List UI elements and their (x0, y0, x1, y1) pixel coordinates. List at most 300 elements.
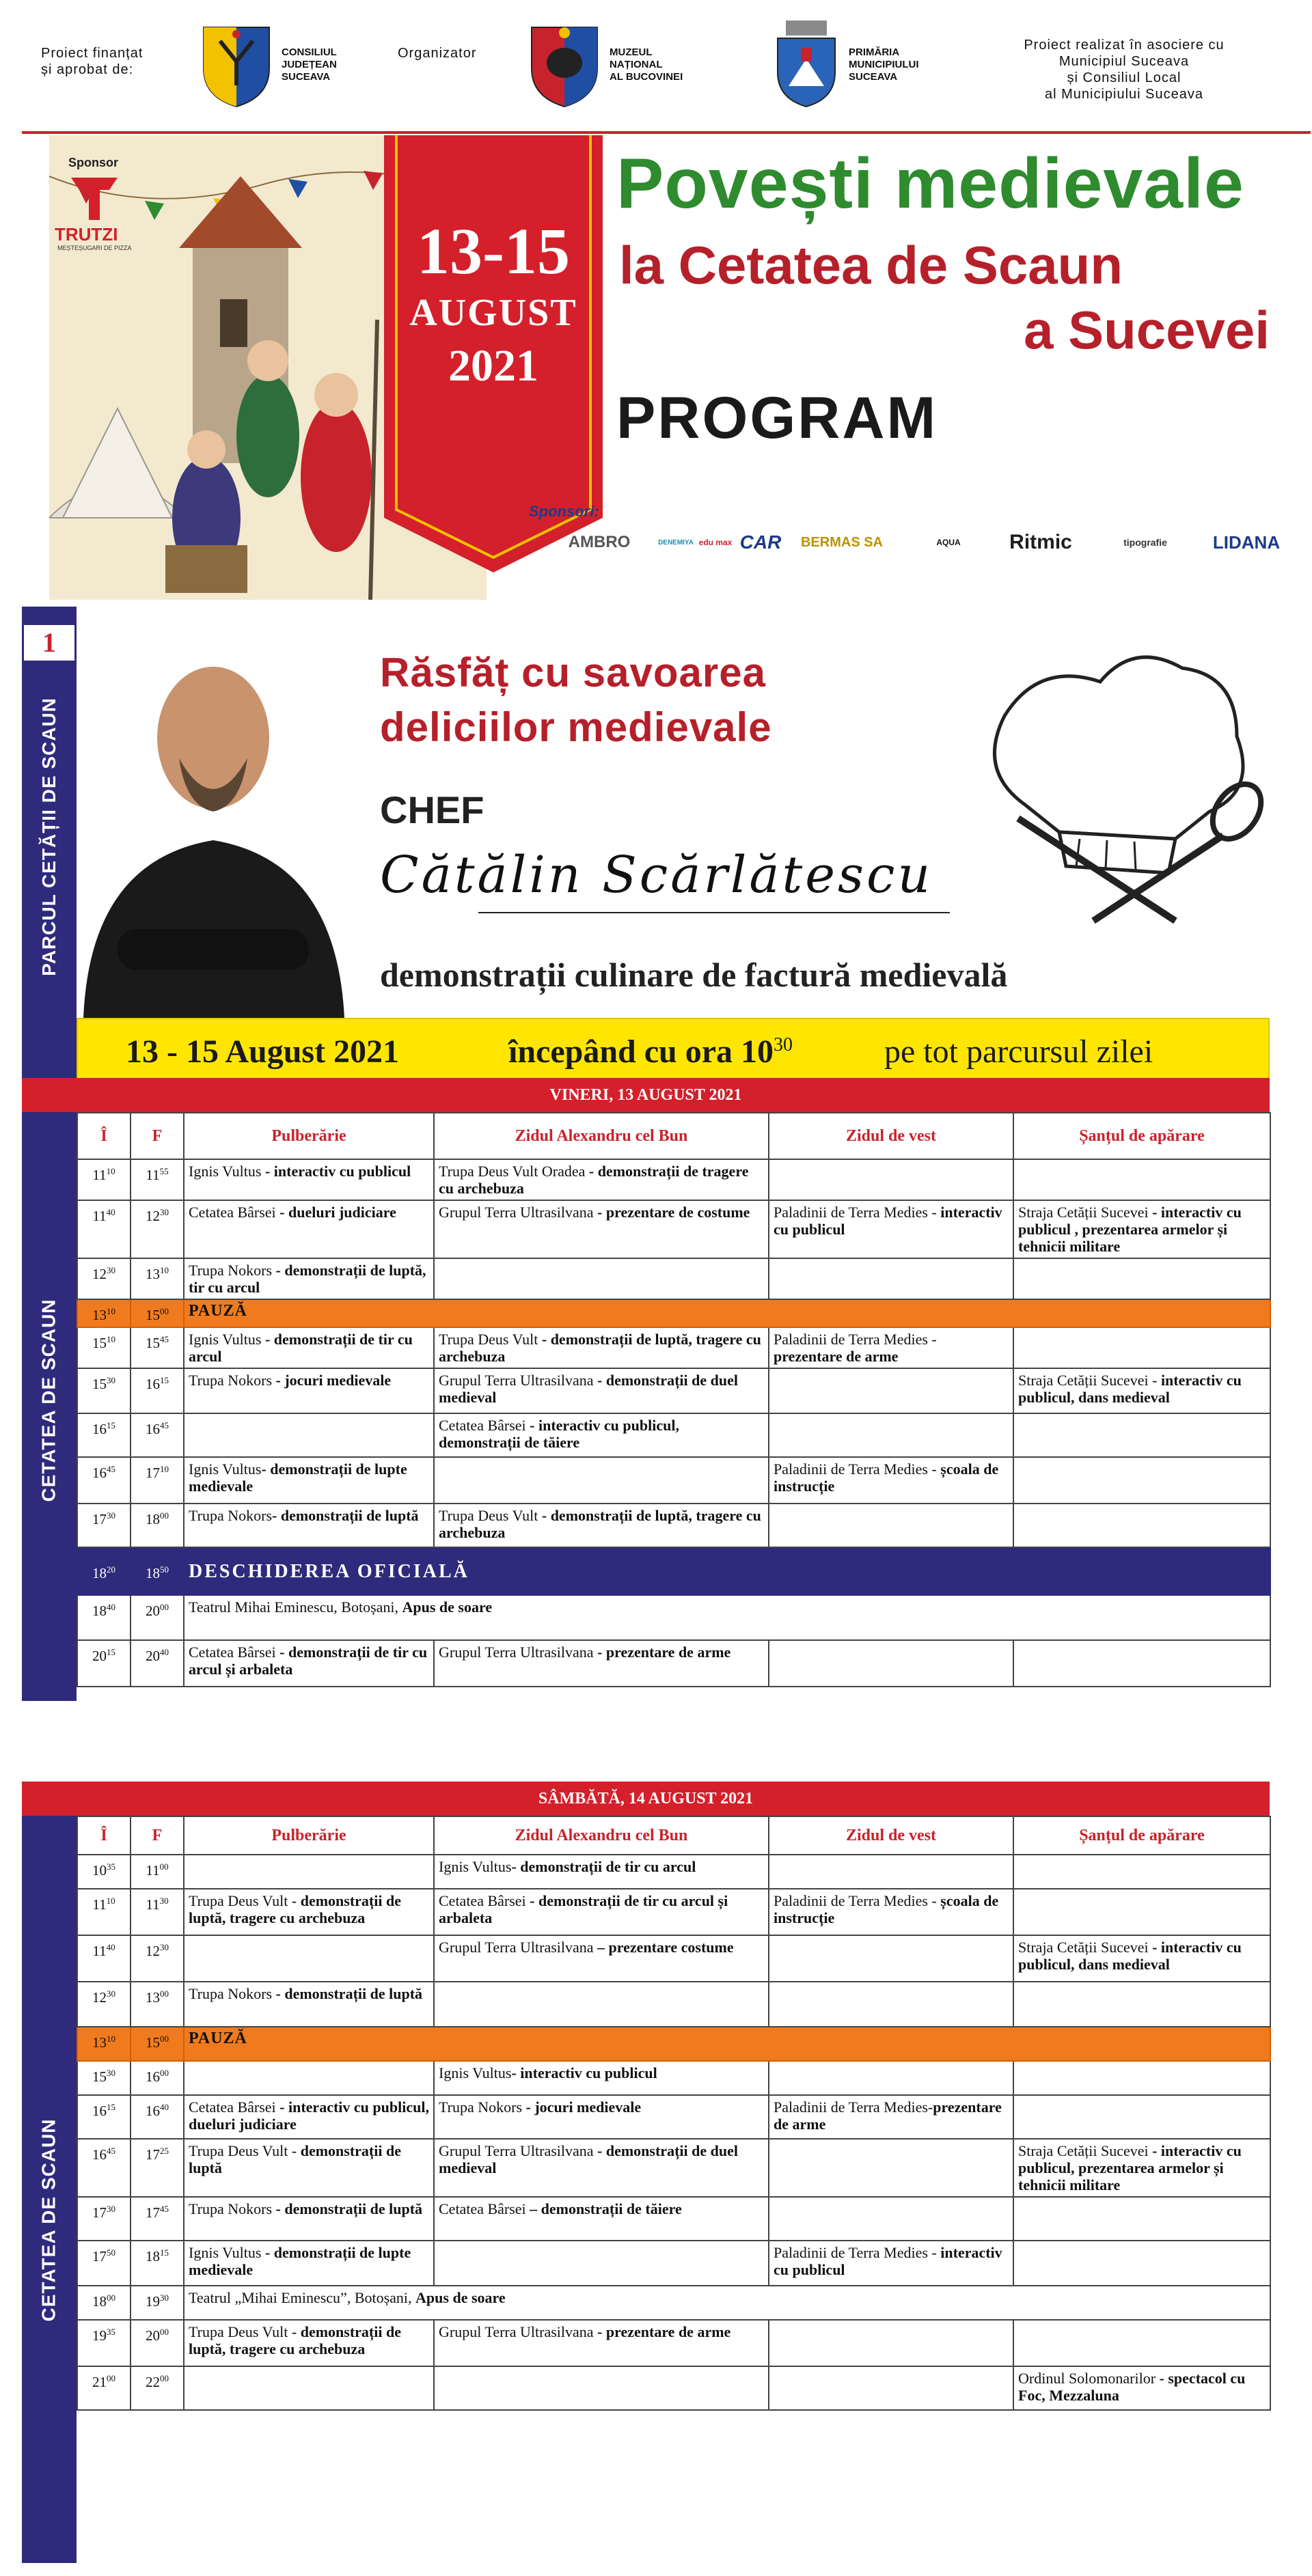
signature-line (478, 912, 950, 913)
chef-hat-icon (950, 634, 1278, 934)
cell-text: - interactiv cu publicul , prezentarea armelor și tehnicii militare (1018, 1204, 1242, 1255)
col-santul: Șanțul de apărare (1013, 1816, 1270, 1855)
cell-santul (1013, 1200, 1270, 1258)
cell-pulberarie (184, 1640, 434, 1687)
city-hall-crest-icon (774, 18, 839, 109)
cell-santul (1013, 1258, 1270, 1299)
cell-text: Trupa Deus Vult - (189, 2142, 301, 2159)
schedule-row (77, 1368, 1270, 1413)
end-time: $15^{00}$ (131, 2027, 184, 2061)
end-time: $20^{00}$ (131, 2320, 184, 2366)
sponsor-logo-denemiya: DENEMIYA (658, 538, 694, 546)
cell-pulberarie (184, 1935, 434, 1982)
cell-text: Ignis Vultus (189, 1163, 262, 1180)
cell-zidul-vest (769, 1504, 1013, 1547)
cell-text: - interactiv cu publicul, demonstrații de tăiere (439, 1417, 679, 1451)
cell-text: Straja Cetății Sucevei (1018, 1204, 1149, 1221)
cell-text: Cetatea Bârsei (189, 1204, 276, 1221)
cell-text: Grupul Terra Ultrasilvana (439, 2142, 594, 2159)
festival-month: AUGUST (409, 292, 577, 334)
cell-zidul-alexandru (434, 1368, 769, 1413)
cell-santul (1013, 1504, 1270, 1547)
cell-santul (1013, 2366, 1270, 2410)
cell-zidul-vest (769, 2320, 1013, 2366)
schedule-row (77, 2095, 1270, 2139)
cell-text: - demonstrații de luptă (272, 1985, 423, 2002)
cell-zidul-alexandru (434, 1982, 769, 2027)
cell-pulberarie (184, 1327, 434, 1368)
cell-text: Teatrul Mihai Eminescu, Botoșani, (189, 1598, 402, 1616)
cell-text: - demonstrații de duel medieval (439, 1372, 738, 1406)
cell-zidul-alexandru (434, 2241, 769, 2286)
schedule-row (77, 2286, 1270, 2320)
cell-text: Paladinii de Terra Medies - (774, 2244, 941, 2261)
cell-text: Grupul Terra Ultrasilvana (439, 1644, 594, 1661)
cell-text: Trupa Nokors (189, 1507, 273, 1524)
cell-text: Grupul Terra Ultrasilvana (439, 1204, 594, 1221)
schedule-row (77, 1327, 1270, 1368)
band-dates: 13 - 15 August 2021 (126, 1034, 400, 1070)
end-time: $18^{15}$ (131, 2241, 184, 2286)
cell-text: Straja Cetății Sucevei (1018, 2142, 1149, 2159)
header (0, 0, 1312, 130)
cell-text: - dueluri judiciare (275, 1204, 396, 1221)
cell-text: Cetatea Bârsei (189, 1644, 276, 1661)
cell-text: Ignis Vultus (439, 1858, 512, 1875)
start-time: $12^{30}$ (77, 1982, 131, 2027)
sponsor-logo-car: CAR (739, 531, 782, 553)
cell-zidul-alexandru (434, 2095, 769, 2139)
band-all-day: pe tot parcursul zilei (884, 1034, 1153, 1070)
cell-zidul-vest (769, 1200, 1013, 1258)
cell-zidul-vest (769, 1258, 1013, 1299)
cell-text: Trupa Deus Vult - (189, 1892, 301, 1909)
cell-text: - demonstrații de tragere cu archebuza (439, 1163, 749, 1197)
end-time: $16^{00}$ (131, 2061, 184, 2095)
col-end: F (131, 1816, 184, 1855)
end-time: $11^{00}$ (131, 1855, 184, 1889)
sponsor-logo-aqua: AQUA (936, 538, 961, 547)
schedule-row (77, 1504, 1270, 1547)
festival-title-line1: Povești medievale (616, 144, 1244, 223)
cell-text: - demonstrații de luptă (272, 1507, 419, 1524)
cell-text: prezentare de arme (774, 1348, 899, 1365)
end-time: $17^{10}$ (131, 1457, 184, 1504)
cell-zidul-alexandru (434, 1327, 769, 1368)
cell-text: - demonstrații de tir cu arcul (511, 1858, 696, 1875)
col-zidul-alexandru: Zidul Alexandru cel Bun (434, 1113, 769, 1159)
cell-zidul-vest (769, 1889, 1013, 1935)
end-time: $12^{30}$ (131, 1935, 184, 1982)
cell-text: - demonstrații de luptă, tir cu arcul (189, 1262, 426, 1296)
header-divider (22, 131, 1311, 134)
section-number: 1 (22, 623, 77, 663)
cell-text: Grupul Terra Ultrasilvana (439, 1372, 594, 1389)
cell-santul (1013, 1855, 1270, 1889)
cell-pulberarie (184, 2197, 434, 2241)
cell-text: - jocuri medievale (522, 2099, 642, 2116)
cell-text: demonstrații de luptă, tragere cu archebuza (189, 1892, 401, 1926)
cell-text: interactiv cu publicul (774, 1204, 1002, 1238)
start-time: $15^{30}$ (77, 2061, 131, 2095)
cell-zidul-alexandru (434, 1640, 769, 1687)
end-time: $17^{25}$ (131, 2139, 184, 2197)
cell-text: Paladinii de Terra Medies - (774, 1204, 941, 1221)
col-pulberarie: Pulberărie (184, 1113, 434, 1159)
cell-santul (1013, 1982, 1270, 2027)
cell-text: Trupa Deus Vult (439, 1507, 538, 1524)
end-time: $11^{55}$ (131, 1159, 184, 1200)
cell-text: - demonstrații de lupte medievale (189, 2244, 411, 2278)
park-label: PARCUL CETĂȚII DE SCAUN (38, 697, 60, 976)
end-time: $18^{00}$ (131, 1504, 184, 1547)
cell-pulberarie (184, 1504, 434, 1547)
wide-event-cell (184, 2286, 1270, 2320)
sponsor-logo-ambro: AMBRO (568, 533, 631, 551)
start-time: $17^{30}$ (77, 1504, 131, 1547)
start-time: $18^{20}$ (77, 1547, 131, 1595)
cell-zidul-alexandru (434, 1413, 769, 1457)
cell-text: - spectacol cu Foc, Mezzaluna (1018, 2370, 1246, 2404)
cell-santul (1013, 1413, 1270, 1457)
start-time: $11^{40}$ (77, 1200, 131, 1258)
end-time: $20^{40}$ (131, 1640, 184, 1687)
cell-zidul-vest (769, 1855, 1013, 1889)
cell-pulberarie (184, 1982, 434, 2027)
sponsor-tagline: MEȘTEȘUGARI DE PIZZA (57, 245, 132, 251)
cell-santul (1013, 1327, 1270, 1368)
schedule-row (77, 1855, 1270, 1889)
start-time: $15^{10}$ (77, 1327, 131, 1368)
end-time: $15^{00}$ (131, 1299, 184, 1327)
start-time: $12^{30}$ (77, 1258, 131, 1299)
pause-row (77, 1299, 1270, 1327)
schedule-row (77, 2061, 1270, 2095)
cell-text: Ordinul Solomonarilor (1018, 2370, 1156, 2387)
cell-pulberarie (184, 1200, 434, 1258)
cell-zidul-vest (769, 1413, 1013, 1457)
funding-text: Proiect finanțat și aprobat de: (41, 46, 144, 77)
city-hall-name: PRIMĂRIA MUNICIPIULUI SUCEAVA (849, 46, 919, 83)
start-time: $11^{10}$ (77, 1889, 131, 1935)
col-zidul-vest: Zidul de vest (769, 1113, 1013, 1159)
sponsor-logo-tipografie: tipografie (1123, 537, 1167, 548)
col-pulberarie: Pulberărie (184, 1816, 434, 1855)
cell-text: Trupa Nokors (189, 1985, 273, 2002)
sponsor-logo-bermas: BERMAS SA (800, 534, 883, 550)
cell-text: Grupul Terra Ultrasilvana (439, 2323, 594, 2340)
cell-pulberarie (184, 1457, 434, 1504)
museum-crest-icon (528, 20, 601, 109)
sponsor-name: TRUTZI (55, 224, 118, 245)
cell-text: prezentare de arme (774, 2099, 1002, 2133)
schedule-row (77, 1413, 1270, 1457)
cell-zidul-vest (769, 1935, 1013, 1982)
cell-text: Cetatea Bârsei (439, 2200, 530, 2217)
cell-text: demonstrații de luptă (189, 2142, 401, 2176)
schedule-row (77, 1640, 1270, 1687)
cell-text: Ignis Vultus (439, 2064, 512, 2081)
festival-banner (22, 135, 1311, 607)
band-start: începând cu ora $10^{30}$ (508, 1034, 793, 1070)
start-time: $17^{50}$ (77, 2241, 131, 2286)
cell-zidul-vest (769, 2197, 1013, 2241)
cell-text: Ignis Vultus (189, 2244, 262, 2261)
end-time: $16^{15}$ (131, 1368, 184, 1413)
sponsors-label: Sponsori: (529, 503, 599, 520)
col-zidul-vest: Zidul de vest (769, 1816, 1013, 1855)
cell-zidul-vest (769, 1327, 1013, 1368)
chef-title-line1: Răsfăț cu savoarea (380, 650, 766, 695)
start-time: $10^{35}$ (77, 1855, 131, 1889)
cell-text: - interactiv cu publicul, prezentarea armelor și tehnicii militare (1018, 2142, 1242, 2193)
cell-zidul-alexandru (434, 1258, 769, 1299)
cell-text: Trupa Nokors (189, 1262, 273, 1279)
cell-zidul-vest (769, 1159, 1013, 1200)
end-time: $15^{45}$ (131, 1327, 184, 1368)
cell-zidul-alexandru (434, 1855, 769, 1889)
cell-text: Trupa Deus Vult Oradea (439, 1163, 586, 1180)
cell-text: Trupa Nokors (439, 2099, 523, 2116)
cell-santul (1013, 2061, 1270, 2095)
cell-santul (1013, 1457, 1270, 1504)
cell-text: - demonstrații de luptă, tragere cu archebuza (439, 1331, 761, 1365)
cell-zidul-alexandru (434, 1889, 769, 1935)
schedule-row (77, 1889, 1270, 1935)
county-council-crest-icon (200, 20, 273, 109)
cell-text: interactiv cu publicul, dans medieval (1018, 1372, 1242, 1406)
cell-santul (1013, 2139, 1270, 2197)
schedule-band (77, 1018, 1270, 1079)
sponsor-logo-lidana: LIDANA (1212, 531, 1281, 553)
col-start: Î (77, 1816, 131, 1855)
cell-text: demonstrații de luptă, tragere cu archebuza (189, 2323, 401, 2357)
schedule-row (77, 1935, 1270, 1982)
end-time: $22^{00}$ (131, 2366, 184, 2410)
cell-text: școala de instrucție (774, 1892, 999, 1926)
cell-text: - interactiv cu publicul (511, 2064, 657, 2081)
day1-header: VINERI, 13 AUGUST 2021 (22, 1078, 1270, 1112)
day2-schedule-table (77, 1816, 1271, 2411)
col-santul: Șanțul de apărare (1013, 1113, 1270, 1159)
cell-pulberarie (184, 2139, 434, 2197)
county-council-name: CONSILIUL JUDEȚEAN SUCEAVA (282, 46, 337, 83)
chef-photo (77, 635, 350, 1018)
day2-header: SÂMBĂTĂ, 14 AUGUST 2021 (22, 1782, 1270, 1816)
cell-text: - demonstrații de duel medieval (439, 2142, 738, 2176)
cell-zidul-vest (769, 2241, 1013, 2286)
start-time: $16^{45}$ (77, 2139, 131, 2197)
cell-text: - demonstrații de luptă (272, 2200, 423, 2217)
cell-text: Trupa Deus Vult (439, 1331, 538, 1348)
chef-subtitle: demonstrații culinare de factură medievală (380, 956, 1008, 994)
cell-text: - demonstrații de lupte medievale (189, 1460, 407, 1495)
sponsor-logo-edumax: edu max (698, 538, 733, 547)
cell-text: Straja Cetății Sucevei - (1018, 1372, 1158, 1389)
cell-text: școala de instrucție (774, 1460, 999, 1495)
cell-text: Ignis Vultus (189, 1331, 262, 1348)
start-time: $13^{10}$ (77, 1299, 131, 1327)
association-text: Proiect realizat în asociere cu Municipiul Suceava și Consiliul Local al Municipiului Suceava (1024, 38, 1225, 102)
cell-text: - prezentare de arme (593, 1644, 731, 1661)
start-time: $16^{45}$ (77, 1457, 131, 1504)
cell-pulberarie (184, 1368, 434, 1413)
festival-year: 2021 (448, 341, 538, 391)
cell-zidul-alexandru (434, 1504, 769, 1547)
cell-zidul-alexandru (434, 2061, 769, 2095)
cell-text: - prezentare de arme (593, 2323, 731, 2340)
cell-santul (1013, 1889, 1270, 1935)
end-time: $13^{00}$ (131, 1982, 184, 2027)
cell-pulberarie (184, 2241, 434, 2286)
end-time: $13^{10}$ (131, 1258, 184, 1299)
cell-zidul-vest (769, 2366, 1013, 2410)
pause-label: PAUZĂ (184, 1299, 1270, 1327)
cell-pulberarie (184, 2320, 434, 2366)
start-time: $19^{35}$ (77, 2320, 131, 2366)
wide-event-cell (184, 1595, 1270, 1640)
cell-zidul-vest (769, 1982, 1013, 2027)
fortress-label-day2: CETATEA DE SCAUN (38, 2118, 60, 2322)
organizer-label: Organizator (398, 46, 477, 61)
cell-pulberarie (184, 1855, 434, 1889)
start-time: $11^{10}$ (77, 1159, 131, 1200)
col-start: Î (77, 1113, 131, 1159)
end-time: $16^{45}$ (131, 1413, 184, 1457)
cell-zidul-alexandru (434, 2139, 769, 2197)
cell-text: Apus de soare (402, 1598, 493, 1616)
official-opening-label: DESCHIDEREA OFICIALĂ (184, 1547, 1270, 1595)
cell-text: Cetatea Bârsei (189, 2099, 276, 2116)
end-time: $20^{00}$ (131, 1595, 184, 1640)
end-time: $19^{30}$ (131, 2286, 184, 2320)
festival-dates: 13-15 (417, 214, 570, 288)
cell-text: - demonstrații de tir cu arcul (189, 1331, 413, 1365)
schedule-row (77, 2139, 1270, 2197)
cell-text: Straja Cetății Sucevei (1018, 1939, 1149, 1956)
start-time: $17^{30}$ (77, 2197, 131, 2241)
cell-text: Paladinii de Terra Medies - (774, 1331, 937, 1348)
schedule-row (77, 2241, 1270, 2286)
schedule-row (77, 1200, 1270, 1258)
cell-text: - interactiv cu publicul (261, 1163, 411, 1180)
cell-zidul-vest (769, 2139, 1013, 2197)
cell-santul (1013, 2197, 1270, 2241)
cell-text: Ignis Vultus (189, 1460, 262, 1478)
start-time: $20^{15}$ (77, 1640, 131, 1687)
cell-pulberarie (184, 1159, 434, 1200)
start-time: $16^{15}$ (77, 2095, 131, 2139)
start-time: $11^{40}$ (77, 1935, 131, 1982)
cell-zidul-alexandru (434, 1935, 769, 1982)
end-time: $16^{40}$ (131, 2095, 184, 2139)
day1-schedule-table (77, 1112, 1271, 1687)
cell-pulberarie (184, 2095, 434, 2139)
cell-zidul-vest (769, 1640, 1013, 1687)
pause-row (77, 2027, 1270, 2061)
cell-text: - jocuri medievale (272, 1372, 392, 1389)
schedule-row (77, 2366, 1270, 2410)
end-time: $12^{30}$ (131, 1200, 184, 1258)
cell-zidul-vest (769, 2095, 1013, 2139)
cell-zidul-alexandru (434, 2197, 769, 2241)
cell-pulberarie (184, 1413, 434, 1457)
end-time: $18^{50}$ (131, 1547, 184, 1595)
cell-text: - demonstrații de luptă, tragere cu archebuza (439, 1507, 761, 1541)
cell-text: Cetatea Bârsei (439, 1892, 526, 1909)
cell-text: - prezentare de costume (593, 1204, 750, 1221)
schedule-row (77, 1159, 1270, 1200)
cell-text: Trupa Nokors (189, 1372, 273, 1389)
schedule-row (77, 1982, 1270, 2027)
schedule-row (77, 1457, 1270, 1504)
cell-santul (1013, 2095, 1270, 2139)
cell-zidul-vest (769, 1368, 1013, 1413)
cell-santul (1013, 2241, 1270, 2286)
start-time: $18^{40}$ (77, 1595, 131, 1640)
cell-zidul-vest (769, 1457, 1013, 1504)
official-opening-row (77, 1547, 1270, 1595)
cell-zidul-alexandru (434, 1200, 769, 1258)
schedule-row (77, 1595, 1270, 1640)
cell-text: Trupa Nokors (189, 2200, 273, 2217)
cell-text: - interactiv cu publicul, dueluri judiciare (189, 2099, 429, 2133)
festival-title-line2: la Cetatea de Scaun (619, 235, 1123, 295)
cell-zidul-alexandru (434, 2366, 769, 2410)
chef-name: Cătălin Scărlătescu (380, 846, 933, 904)
start-time: $21^{00}$ (77, 2366, 131, 2410)
cell-text: Grupul Terra Ultrasilvana (439, 1939, 594, 1956)
trutzi-logo-icon (67, 174, 122, 221)
chef-title-line2: deliciilor medievale (380, 704, 772, 750)
cell-santul (1013, 1640, 1270, 1687)
cell-zidul-vest (769, 2061, 1013, 2095)
cell-text: – demonstrații de tăiere (530, 2200, 682, 2217)
sponsor-logo-ritmic: Ritmic (1009, 531, 1072, 553)
start-time: $13^{10}$ (77, 2027, 131, 2061)
cell-text: – prezentare costume (593, 1939, 734, 1956)
sponsor-label: Sponsor (68, 156, 119, 169)
schedule-row (77, 2197, 1270, 2241)
start-time: $15^{30}$ (77, 1368, 131, 1413)
schedule-row (77, 2320, 1270, 2366)
fortress-label-day1: CETATEA DE SCAUN (38, 1299, 60, 1502)
program-heading: PROGRAM (616, 385, 938, 451)
cell-text: Apus de soare (415, 2289, 506, 2306)
cell-text: Paladinii de Terra Medies - (774, 1892, 941, 1909)
festival-title-line3: a Sucevei (1024, 300, 1270, 360)
cell-text: Cetatea Bârsei (439, 1417, 526, 1434)
cell-pulberarie (184, 1258, 434, 1299)
cell-text: Teatrul „Mihai Eminescu”, Botoșani, (189, 2289, 416, 2306)
col-zidul-alexandru: Zidul Alexandru cel Bun (434, 1816, 769, 1855)
chef-label: CHEF (380, 788, 484, 831)
cell-santul (1013, 1368, 1270, 1413)
cell-text: interactiv cu publicul (774, 2244, 1002, 2278)
cell-text: - interactiv cu publicul, dans medieval (1018, 1939, 1242, 1973)
cell-pulberarie (184, 2366, 434, 2410)
cell-text: Paladinii de Terra Medies- (774, 2099, 933, 2116)
col-end: F (131, 1113, 184, 1159)
start-time: $18^{00}$ (77, 2286, 131, 2320)
end-time: $17^{45}$ (131, 2197, 184, 2241)
schedule-row (77, 1258, 1270, 1299)
cell-santul (1013, 1935, 1270, 1982)
cell-santul (1013, 1159, 1270, 1200)
museum-name: MUZEUL NAȚIONAL AL BUCOVINEI (610, 46, 683, 83)
start-time: $16^{15}$ (77, 1413, 131, 1457)
end-time: $11^{30}$ (131, 1889, 184, 1935)
